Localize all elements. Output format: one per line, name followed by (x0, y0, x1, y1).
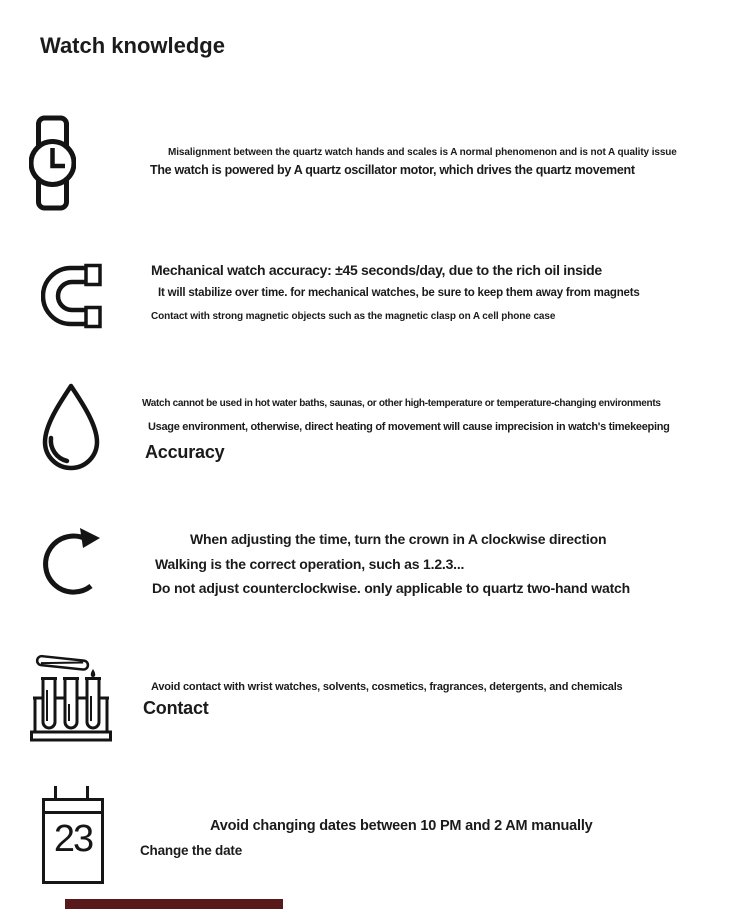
text-usage-environment: Usage environment, otherwise, direct heating of movement will cause imprecision in watch's timekeeping (148, 421, 670, 433)
text-change-date: Change the date (140, 843, 243, 858)
text-contact-heading: Contact (143, 698, 209, 718)
text-avoid-date-change: Avoid changing dates between 10 PM and 2 AM manually (210, 818, 593, 834)
clockwise-arrow-icon (40, 524, 106, 598)
text-accuracy-heading: Accuracy (145, 442, 225, 462)
calendar-day-number: 23 (53, 818, 93, 860)
calendar-page (42, 798, 104, 884)
calendar-icon (42, 786, 104, 886)
text-magnet-contact: Contact with strong magnetic objects such as the magnetic clasp on A cell phone case (151, 311, 556, 322)
text-magnet-warning: It will stabilize over time. for mechanical watches, be sure to keep them away from magnets (158, 287, 640, 299)
text-hot-water-warning: Watch cannot be used in hot water baths, saunas, or other high-temperature or temperature-changing environments (142, 398, 661, 409)
text-counterclockwise-warning: Do not adjust counterclockwise. only applicable to quartz two-hand watch (152, 580, 630, 596)
text-quartz-motor: The watch is powered by A quartz oscillator motor, which drives the quartz movement (150, 163, 635, 177)
calendar-header-line (45, 801, 101, 814)
watch-icon (29, 115, 76, 211)
text-clockwise-direction: When adjusting the time, turn the crown in A clockwise direction (190, 531, 607, 547)
text-walking-operation: Walking is the correct operation, such as 1.2.3... (155, 556, 465, 572)
page-title: Watch knowledge (40, 33, 225, 58)
text-mechanical-accuracy: Mechanical watch accuracy: ±45 seconds/day, due to the rich oil inside (151, 262, 602, 278)
text-quartz-misalignment: Misalignment between the quartz watch hands and scales is A normal phenomenon and is not A quality issue (168, 147, 677, 158)
water-drop-icon (38, 381, 104, 473)
magnet-icon (41, 262, 103, 330)
next-section-banner-edge (65, 899, 283, 909)
text-avoid-chemicals: Avoid contact with wrist watches, solvents, cosmetics, fragrances, detergents, and chemicals (151, 681, 623, 693)
test-tubes-icon (30, 642, 112, 746)
